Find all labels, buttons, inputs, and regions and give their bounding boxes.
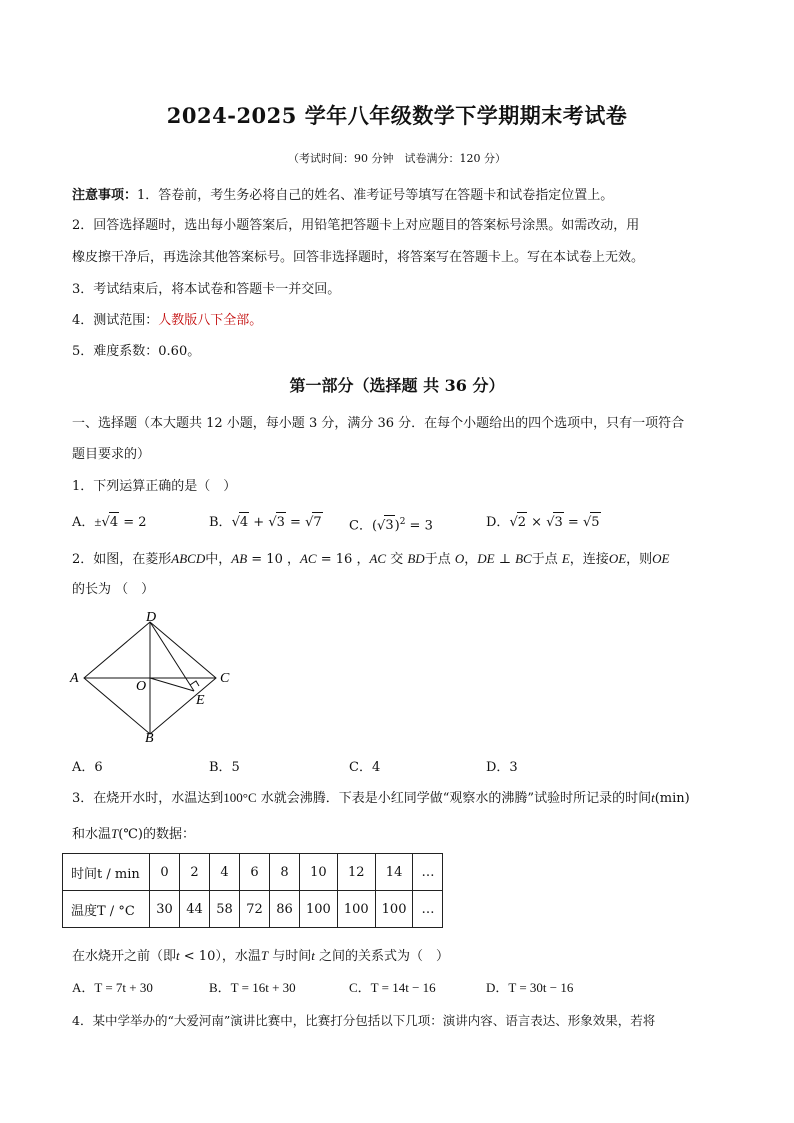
q1-option-b: B．√4 + √3 = √7 [209, 512, 323, 533]
q1-stem: 1．下列运算正确的是（ ） [72, 479, 237, 494]
section-title: 第一部分（选择题 共 36 分） [289, 376, 505, 395]
q1-option-d: D．√2 × √3 = √5 [486, 512, 601, 533]
notes-item-4: 4．测试范围：人教版八下全部。 [72, 313, 263, 328]
q2-option-d: D．3 [486, 760, 518, 775]
label-b: B [145, 731, 154, 746]
label-o: O [136, 679, 147, 694]
right-angle-mark [190, 681, 199, 686]
q2-option-a: A．6 [72, 760, 103, 775]
section-instructions-a: 一、选择题（本大题共 12 小题，每小题 3 分，满分 36 分．在每个小题给出的四个选项中，只有一项符合 [72, 416, 685, 431]
section-instructions-b: 题目要求的） [72, 447, 151, 462]
q3-option-c: C．T = 14t − 16 [349, 980, 436, 995]
segment-de [150, 622, 194, 691]
notes-label: 注意事项： [72, 188, 138, 203]
temperature-table [62, 853, 443, 928]
rhombus-figure [66, 608, 246, 748]
q3-option-d: D．T = 30t − 16 [486, 980, 574, 995]
q3-condition: 在水烧开之前（即t < 10），水温T 与时间t 之间的关系式为（ ） [72, 948, 449, 964]
table-header-temperature: 温度T / °C [63, 891, 150, 928]
q3-option-b: B．T = 16t + 30 [209, 980, 296, 995]
table-row-temperature: 温度T / °C 30 44 58 72 86 100 100 100 … [63, 891, 443, 928]
q3-option-a: A．T = 7t + 30 [72, 980, 153, 995]
label-a: A [70, 671, 79, 686]
q3-stem-2: 和水温T(℃)的数据： [72, 826, 195, 842]
q2-option-c: C．4 [349, 760, 381, 775]
notes-item-3: 3．考试结束后，将本试卷和答题卡一并交回。 [72, 282, 341, 297]
notes-item-5: 5．难度系数：0.60。 [72, 344, 201, 359]
page-title: 2024-2025 学年八年级数学下学期期末考试卷 [166, 103, 628, 128]
table-row-time: 时间t / min 0 2 4 6 8 10 12 14 … [63, 854, 443, 891]
notes-item-2b: 橡皮擦干净后，再选涂其他答案标号。回答非选择题时，将答案写在答题卡上。写在本试卷上无效。 [72, 250, 645, 265]
test-scope: 人教版八下全部。 [158, 313, 263, 328]
notes-item-2a: 2．回答选择题时，选出每小题答案后，用铅笔把答题卡上对应题目的答案标号涂黑。如需改动，用 [72, 218, 640, 233]
q4-stem: 4．某中学举办的“大爱河南”演讲比赛中，比赛打分包括以下几项：演讲内容、语言表达、形象效果，若将 [72, 1013, 656, 1028]
q2-option-b: B．5 [209, 760, 240, 775]
label-e: E [196, 693, 205, 708]
notes-item-1: 注意事项：1．答卷前，考生务必将自己的姓名、准考证号等填写在答题卡和试卷指定位置上。 [72, 188, 614, 203]
table-header-time: 时间t / min [63, 854, 150, 891]
label-c: C [220, 671, 230, 686]
q2-stem: 2．如图，在菱形ABCD中，AB = 10 ，AC = 16 ，AC 交 BD于点 O，DE ⊥ BC于点 E，连接OE，则OE [72, 551, 670, 567]
q1-option-a: A．±√4 = 2 [72, 512, 147, 533]
q2-stem-end: 的长为 （ ） [72, 582, 155, 597]
label-d: D [146, 610, 157, 625]
q3-stem: 3．在烧开水时，水温达到100°C 水就会沸腾．下表是小红同学做“观察水的沸腾”试验时所记录的时间t(min) [72, 790, 690, 806]
q1-option-c: C．$(√3)^2 = 3$ [349, 512, 433, 536]
exam-duration-score: （考试时间：90 分钟 试卷满分：120 分） [288, 152, 506, 165]
